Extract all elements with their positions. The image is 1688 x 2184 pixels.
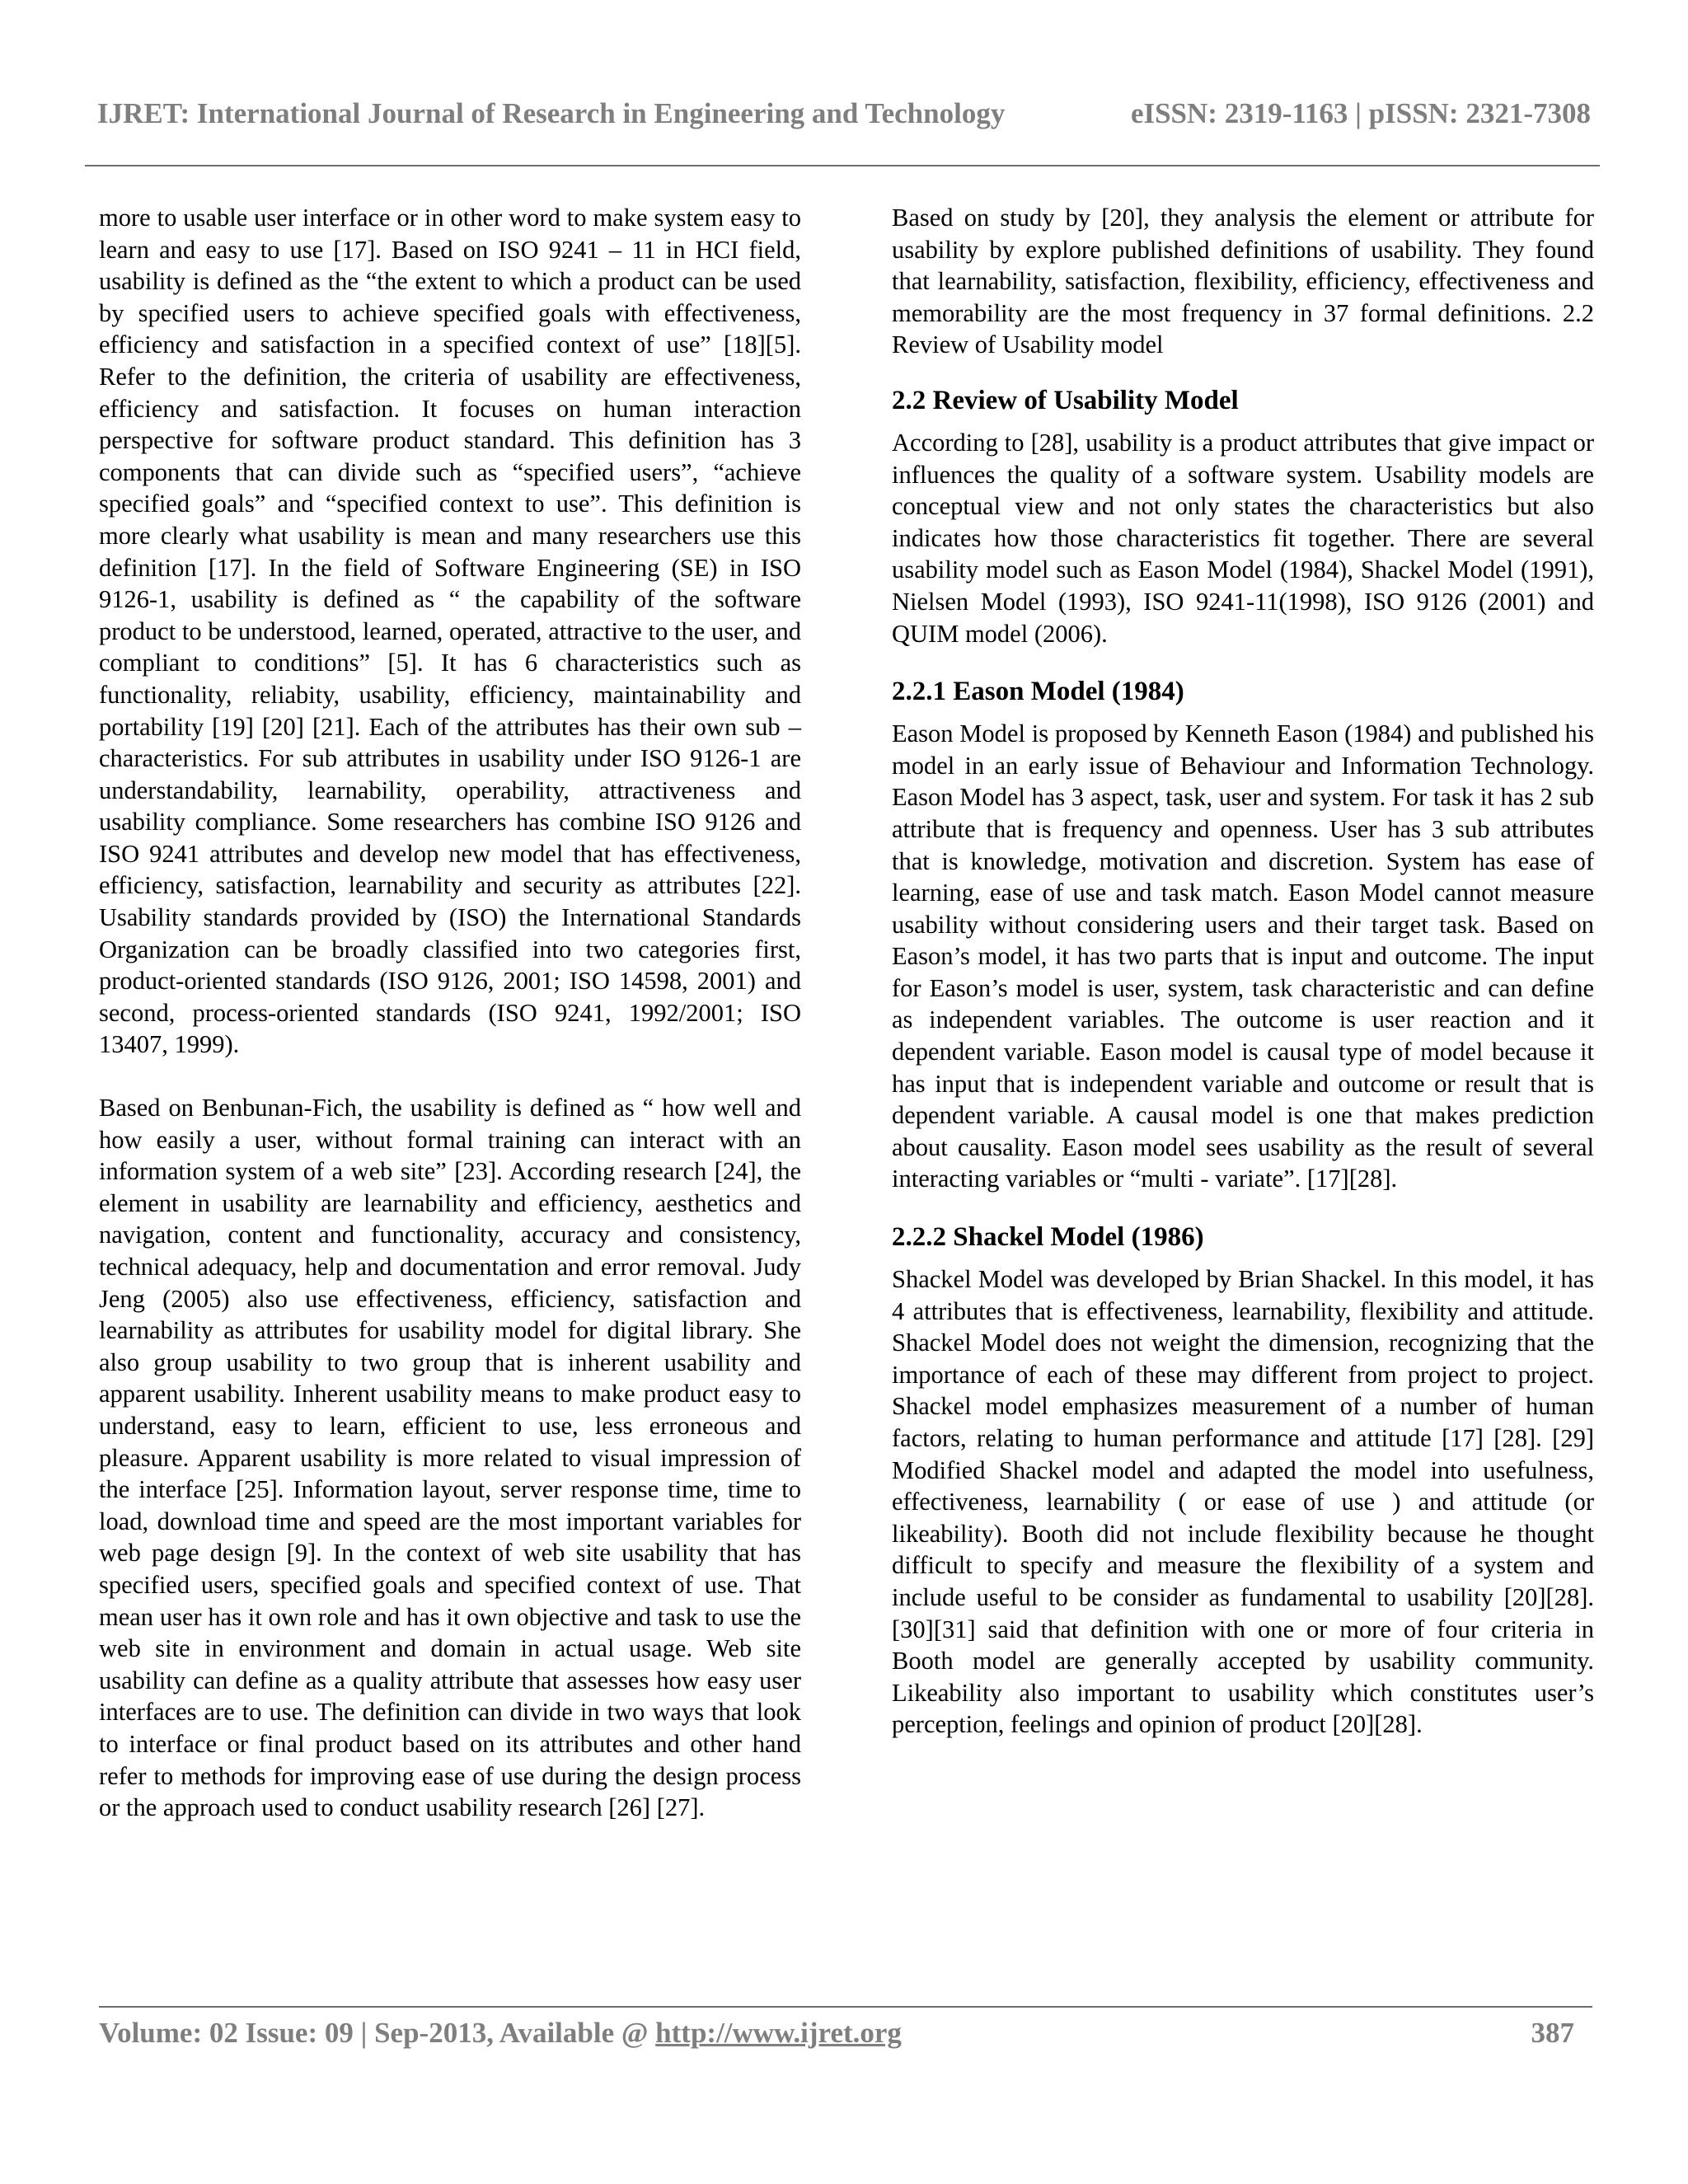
- footer-volume-text: Volume: 02 Issue: 09 | Sep-2013, Available @: [99, 2017, 656, 2049]
- section-heading-review: 2.2 Review of Usability Model: [892, 385, 1239, 415]
- paragraph-web-usability: Based on Benbunan-Fich, the usability is defined as “ how well and how easily a user, without formal training can interact with an information system of a web site” [23]. According research [24], the element in usability are learnability and efficiency, aesthetics and navigation, content and functionality, accuracy and consistency, technical adequacy, help and documentation and error removal. Judy Jeng (2005) also use effectiveness, efficiency, satisfaction and learnability as attributes for usability model for digital library. She also group usability to two group that is inherent usability and apparent usability. Inherent usability means to make product easy to understand, easy to learn, efficient to use, less erroneous and pleasure. Apparent usability is more related to visual impression of the interface [25]. Information layout, server response time, time to load, download time and speed are the most important variables for web page design [9]. In the context of web site usability that has specified users, specified goals and specified context of use. That mean user has it own role and has it own objective and task to use the web site in environment and domain in actual usage. Web site usability can define as a quality attribute that assesses how easy user interfaces are to use. The definition can divide in two ways that look to interface or final product based on its attributes and other hand refer to methods for improving ease of use during the design process or the approach used to conduct usability research [26] [27].: [99, 1094, 801, 1822]
- header-divider: [85, 165, 1600, 166]
- section-heading-shackel: 2.2.2 Shackel Model (1986): [892, 1222, 1204, 1253]
- paragraph-eason: Eason Model is proposed by Kenneth Eason (1984) and published his model in an early issue of Behaviour and Information Technology. Eason Model has 3 aspect, task, user and system. For task it has 2 sub attribute that is frequency and openness. User has 3 sub attributes that is knowledge, motivation and discretion. System has ease of learning, ease of use and task match. Eason Model cannot measure usability without considering users and their target task. Based on Eason’s model, it has two parts that is input and outcome. The input for Eason’s model is user, system, task characteristic and can define as independent variables. The outcome is user reaction and it dependent variable. Eason model is causal type of model because it has input that is independent variable and outcome or result that is dependent variable. A causal model is one that makes prediction about causality. Eason model sees usability as the result of several interacting variables or “multi - variate”. [17][28].: [892, 719, 1594, 1193]
- journal-link[interactable]: http://www.ijret.org: [655, 2017, 902, 2049]
- right-column: [892, 202, 1594, 1741]
- page-footer: [99, 2017, 1574, 2058]
- footer-volume: [99, 2017, 902, 2050]
- footer-divider: [99, 2006, 1592, 2008]
- paragraph-shackel: Shackel Model was developed by Brian Shackel. In this model, it has 4 attributes that is effectiveness, learnability, flexibility and attitude. Shackel Model does not weight the dimension, recognizing that the importance of each of these may different from project to project. Shackel model emphasizes measurement of a number of human factors, relating to human performance and attitude [17] [28]. [29] Modified Shackel model and adapted the model into usefulness, effectiveness, learnability ( or ease of use ) and attitude (or likeability). Booth did not include flexibility because he thought difficult to specify and measure the flexibility of a system and include useful to be consider as fundamental to usability [20][28]. [30][31] said that definition with one or more of four criteria in Booth model are generally accepted by usability community. Likeability also important to usability which constitutes user’s perception, feelings and opinion of product [20][28].: [892, 1265, 1594, 1739]
- issn-info: eISSN: 2319-1163 | pISSN: 2321-7308: [1130, 97, 1591, 129]
- journal-title: IJRET: International Journal of Research in Engineering and Technology: [97, 97, 1006, 129]
- page-header: [97, 97, 1591, 142]
- page-number: 387: [1531, 2017, 1574, 2049]
- section-heading-eason: 2.2.1 Eason Model (1984): [892, 677, 1184, 707]
- paragraph-study-summary: Based on study by [20], they analysis the element or attribute for usability by explore published definitions of usability. They found that learnability, satisfaction, flexibility, efficiency, effectiveness and memorability are the most frequency in 37 formal definitions. 2.2 Review of Usability model: [892, 204, 1594, 359]
- left-column: [99, 202, 801, 1824]
- paragraph-review: According to [28], usability is a product attributes that give impact or influences the quality of a software system. Usability models are conceptual view and not only states the characteristics but also indicates how those characteristics fit together. There are several usability model such as Eason Model (1984), Shackel Model (1991), Nielsen Model (1993), ISO 9241-11(1998), ISO 9126 (2001) and QUIM model (2006).: [892, 428, 1594, 648]
- paragraph-usability-definitions: more to usable user interface or in other word to make system easy to learn and easy to use [17]. Based on ISO 9241 – 11 in HCI field, usability is defined as the “the extent to which a product can be used by specified users to achieve specified goals with effectiveness, efficiency and satisfaction in a specified context of use” [18][5]. Refer to the definition, the criteria of usability are effectiveness, efficiency and satisfaction. It focuses on human interaction perspective for software product standard. This definition has 3 components that can divide such as “specified users”, “achieve specified goals” and “specified context to use”. This definition is more clearly what usability is mean and many researchers use this definition [17]. In the field of Software Engineering (SE) in ISO 9126-1, usability is defined as “ the capability of the software product to be understood, learned, operated, attractive to the user, and compliant to conditions” [5]. It has 6 characteristics such as functionality, reliabity, usability, efficiency, maintainability and portability [19] [20] [21]. Each of the attributes has their own sub – characteristics. For sub attributes in usability under ISO 9126-1 are understandability, learnability, operability, attractiveness and usability compliance. Some researchers has combine ISO 9126 and ISO 9241 attributes and develop new model that has effectiveness, efficiency, satisfaction, learnability and security as attributes [22]. Usability standards provided by (ISO) the International Standards Organization can be broadly classified into two categories first, product-oriented standards (ISO 9126, 2001; ISO 14598, 2001) and second, process-oriented standards (ISO 9241, 1992/2001; ISO 13407, 1999).: [99, 204, 801, 1059]
